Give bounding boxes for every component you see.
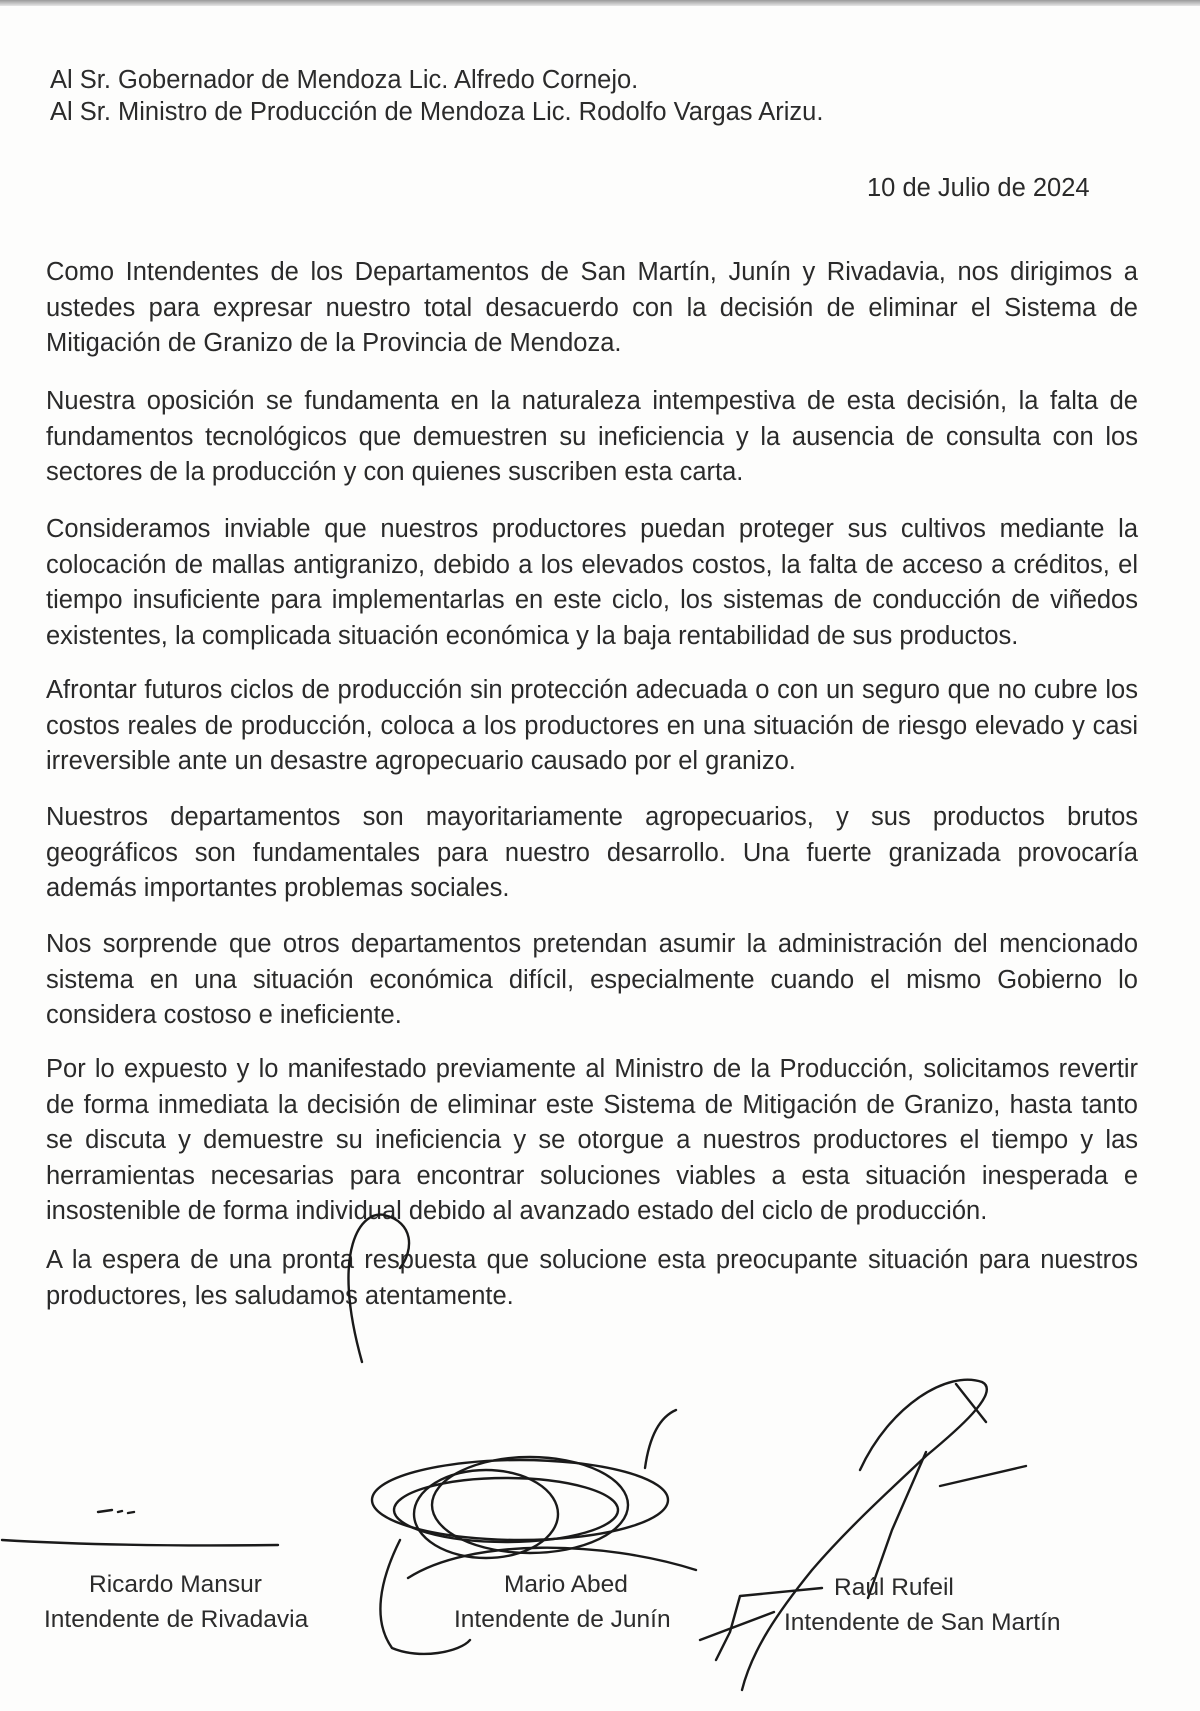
paragraph-surprise: Nos sorprende que otros departamentos pretendan asumir la administración del mencionado sistema en una situación económica difícil, especialmente cuando el mismo Gobierno lo considera costoso e ineficiente. — [46, 930, 1138, 1029]
recipient-governor: Al Sr. Gobernador de Mendoza Lic. Alfredo Cornejo. — [50, 66, 639, 94]
signatory-rufeil-title: Intendente de San Martín — [784, 1609, 1061, 1636]
paragraph-departments: Nuestros departamentos son mayoritariamente agropecuarios, y sus productos brutos geográficos son fundamentales para nuestro desarrollo. Una fuerte granizada provocaría además importantes problemas sociales. — [46, 803, 1138, 902]
signatory-mansur-title: Intendente de Rivadavia — [44, 1606, 309, 1633]
recipient-minister: Al Sr. Ministro de Producción de Mendoza Lic. Rodolfo Vargas Arizu. — [50, 98, 824, 126]
paragraph-request: Por lo expuesto y lo manifestado previamente al Ministro de la Producción, solicitamos revertir de forma inmediata la decisión de eliminar este Sistema de Mitigación de Granizo, hasta tanto se discuta y demuestre su ineficiencia y se otorgue a nuestros productores el tiempo y las herramientas necesarias para encontrar soluciones viables a esta situación inesperada e insostenible de forma individual debido al avanzado estado del ciclo de producción. — [46, 1055, 1138, 1225]
top-edge-shadow — [0, 0, 1200, 6]
paragraph-intro: Como Intendentes de los Departamentos de San Martín, Junín y Rivadavia, nos dirigimos a ustedes para expresar nuestro total desacuerdo con la decisión de eliminar el Sistema de Mitigación de Granizo de la Provincia de Mendoza. — [46, 258, 1138, 357]
paragraph-nets: Consideramos inviable que nuestros productores puedan proteger sus cultivos mediante la colocación de mallas antigranizo, debido a los elevados costos, la falta de acceso a créditos, el tiempo insuficiente para implementarlas en este ciclo, los sistemas de conducción de viñedos existentes, la complicada situación económica y la baja rentabilidad de sus productos. — [46, 515, 1138, 650]
paragraph-closing: A la espera de una pronta respuesta que solucione esta preocupante situación para nuestros productores, les saludamos atentamente. — [46, 1246, 1138, 1310]
letter-date: 10 de Julio de 2024 — [867, 174, 1090, 202]
signatory-abed-name: Mario Abed — [504, 1571, 628, 1598]
paragraph-opposition: Nuestra oposición se fundamenta en la naturaleza intempestiva de esta decisión, la falta de fundamentos tecnológicos que demuestren su ineficiencia y la ausencia de consulta con los sectores de la producción y con quienes suscriben esta carta. — [46, 387, 1138, 486]
paragraph-risk: Afrontar futuros ciclos de producción sin protección adecuada o con un seguro que no cubre los costos reales de producción, coloca a los productores en una situación de riesgo elevado y casi irreversible ante un desastre agropecuario causado por el granizo. — [46, 676, 1138, 775]
signatory-rufeil-name: Raúl Rufeil — [834, 1574, 954, 1601]
signatory-abed-title: Intendente de Junín — [454, 1606, 671, 1633]
signatory-mansur-name: Ricardo Mansur — [89, 1571, 262, 1598]
